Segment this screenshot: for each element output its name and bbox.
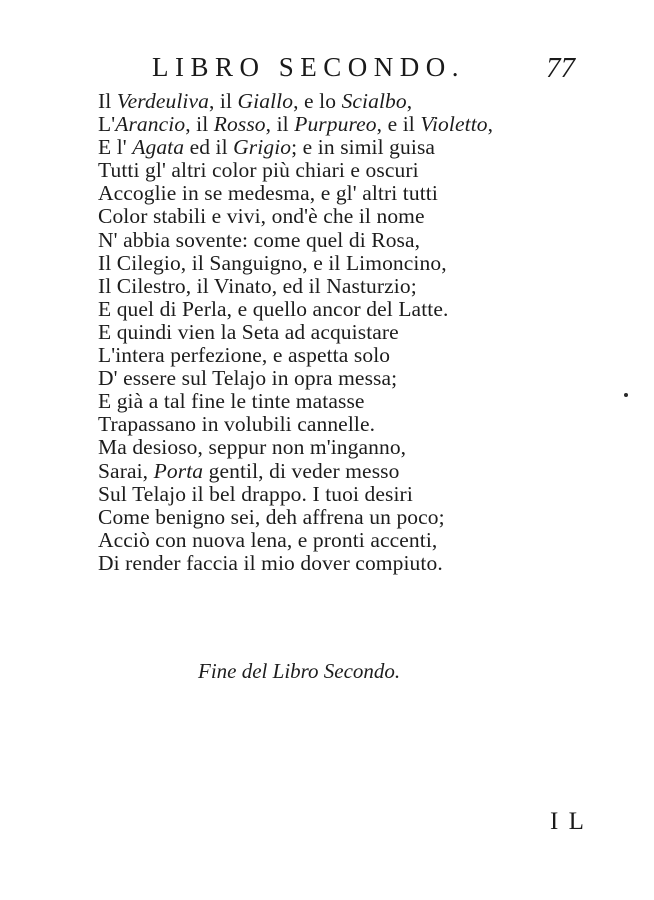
verse-line (98, 182, 493, 205)
verse-line (98, 275, 493, 298)
line-text: Tutti gl' altri color più chiari e oscuri (98, 158, 419, 183)
line-text: L'intera perfezione, e aspetta solo (98, 343, 391, 368)
italic-text: Verdeuliva (116, 89, 209, 113)
italic-text: Grigio (233, 135, 292, 160)
verse-line (98, 483, 493, 506)
verse-line (98, 552, 493, 575)
line-text: E quel di Perla, e quello ancor del Latte. (98, 296, 449, 321)
verse-line (98, 113, 493, 136)
line-text: , (406, 89, 413, 113)
line-text: , (487, 112, 494, 137)
italic-text: Arancio (115, 112, 186, 137)
line-text: Acciò con nuova lena, e pronti accenti, (98, 527, 438, 552)
verse-line (98, 390, 493, 413)
line-text: Sarai, (98, 458, 154, 483)
line-text: Sul Telajo il bel drappo. I tuoi desiri (98, 481, 413, 506)
line-text: ; e in simil guisa (291, 135, 436, 160)
italic-text: Purpureo (294, 112, 377, 137)
line-text: Come benigno sei, deh affrena un poco; (98, 504, 445, 529)
italic-text: Agata (132, 135, 185, 160)
verse-line (98, 436, 493, 459)
line-text: , il (185, 112, 214, 137)
page-number: 77 (546, 52, 575, 84)
verse-line (98, 136, 493, 159)
line-text: Ma desioso, seppur non m'inganno, (98, 435, 407, 460)
line-text: Color stabili e vivi, ond'è che il nome (98, 204, 425, 229)
line-text: E già a tal fine le tinte matasse (98, 389, 365, 414)
line-text: E quindi vien la Seta ad acquistare (98, 319, 399, 344)
italic-text: Giallo (237, 89, 294, 113)
verse-block (98, 90, 493, 575)
verse-line (98, 229, 493, 252)
line-text: gentil, di veder messo (203, 458, 400, 483)
line-text: N' abbia sovente: come quel di Rosa, (98, 227, 421, 252)
line-text: , il (265, 112, 295, 137)
verse-line (98, 90, 493, 113)
line-text: Trapassano in volubili cannelle. (98, 412, 376, 437)
verse-line (98, 460, 493, 483)
verse-line (98, 367, 493, 390)
line-text: Di render faccia il mio dover compiuto. (98, 550, 443, 575)
line-text: Accoglie in se medesma, e gl' altri tutti (98, 181, 438, 206)
italic-text: Porta (153, 458, 204, 483)
verse-line (98, 298, 493, 321)
italic-text: Scialbo (341, 89, 407, 113)
ink-speck (624, 393, 628, 397)
line-text: L' (98, 112, 116, 137)
verse-line (98, 344, 493, 367)
verse-line (98, 321, 493, 344)
line-text: E l' (98, 135, 133, 160)
italic-text: Violetto (420, 112, 488, 137)
running-head: LIBRO SECONDO. (152, 52, 466, 82)
verse-line (98, 159, 493, 182)
line-text: , e il (376, 112, 421, 137)
signature-mark: I L (550, 808, 586, 835)
verse-line (98, 413, 493, 436)
verse-line (98, 205, 493, 228)
line-text: , e lo (293, 89, 342, 113)
line-text: D' essere sul Telajo in opra messa; (98, 366, 398, 391)
italic-text: Rosso (213, 112, 266, 137)
line-text: ed il (184, 135, 234, 160)
verse-line (98, 252, 493, 275)
line-text: Il Cilestro, il Vinato, ed il Nasturzio; (98, 273, 417, 298)
verse-line (98, 529, 493, 552)
line-text: , il (208, 89, 238, 113)
line-text: Il Cilegio, il Sanguigno, e il Limoncino, (98, 250, 447, 275)
line-text: Il (98, 89, 117, 113)
verse-line (98, 506, 493, 529)
colophon: Fine del Libro Secondo. (198, 659, 401, 683)
